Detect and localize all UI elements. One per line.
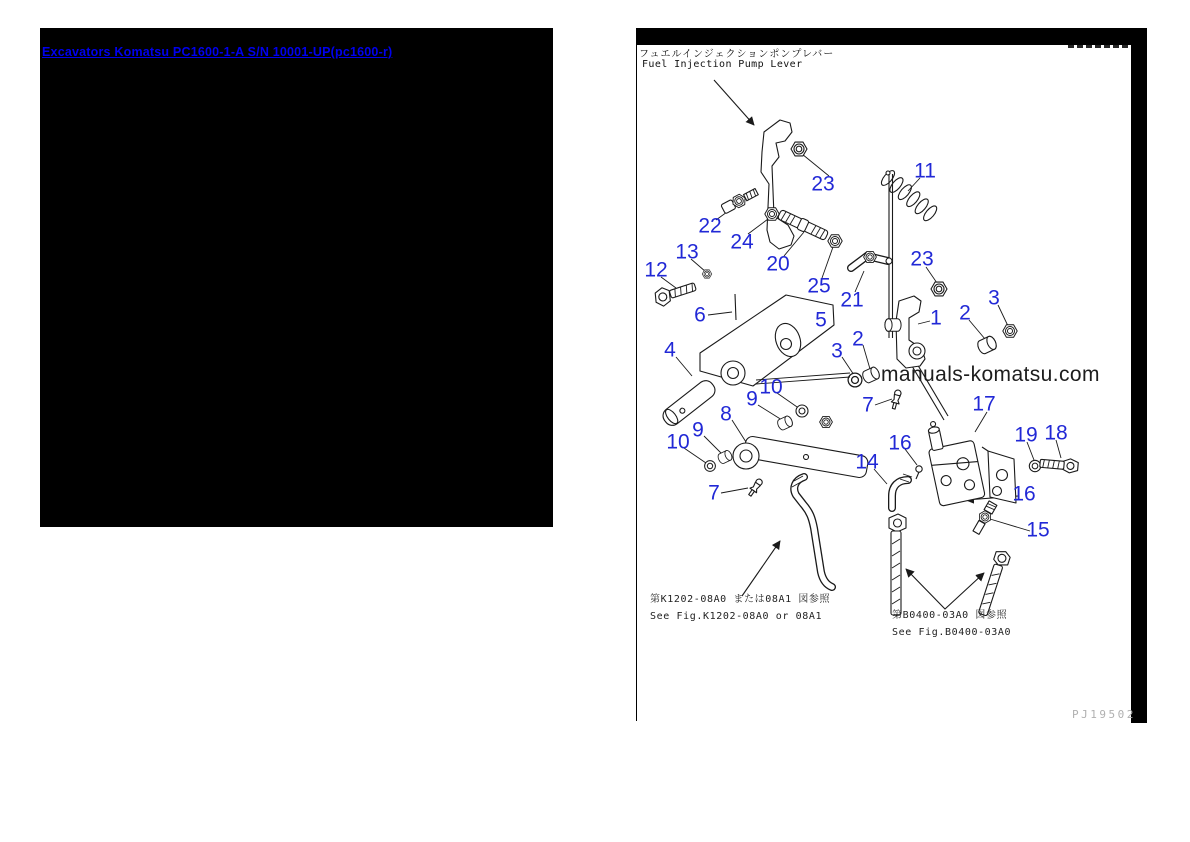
part-nut-3 xyxy=(1003,325,1017,337)
part-mounting-plate-5 xyxy=(700,294,850,386)
part-lever-1 xyxy=(885,296,925,368)
part-nut-13 xyxy=(702,270,712,278)
breadcrumb-link[interactable]: Excavators Komatsu PC1600-1-A S/N 10001-UP(pc1600-r) xyxy=(42,45,393,59)
callout-2: 2 xyxy=(852,327,864,351)
callout-9: 9 xyxy=(692,418,704,442)
caption-k1202-japanese: 第K1202-08A0 または08A1 図参照 xyxy=(650,594,831,605)
callout-12: 12 xyxy=(644,258,668,282)
callout-2: 2 xyxy=(959,301,971,325)
callout-7: 7 xyxy=(708,481,720,505)
callout-17: 17 xyxy=(972,392,996,416)
callout-9: 9 xyxy=(746,387,758,411)
part-bolt-12 xyxy=(652,278,698,308)
callout-1: 1 xyxy=(930,306,942,330)
callout-8: 8 xyxy=(720,402,732,426)
callout-23: 23 xyxy=(910,247,934,271)
part-bolt-b0400-right xyxy=(976,549,1011,617)
callout-20: 20 xyxy=(766,252,790,276)
callout-23: 23 xyxy=(811,172,835,196)
part-bent-tube xyxy=(742,476,832,596)
part-collar-2b xyxy=(861,366,881,384)
callout-25: 25 xyxy=(807,274,831,298)
callout-18: 18 xyxy=(1044,421,1068,445)
callout-24: 24 xyxy=(730,230,754,254)
callout-5: 5 xyxy=(815,308,827,332)
callout-13: 13 xyxy=(675,240,699,264)
part-collar-2 xyxy=(976,335,998,355)
part-bolt-18 xyxy=(1039,456,1078,473)
caption-b0400-japanese: 第B0400-03A0 図参照 xyxy=(892,610,1008,621)
part-elbow-fitting-21 xyxy=(851,251,892,268)
callout-22: 22 xyxy=(698,214,722,238)
part-grease-fitting-7b xyxy=(747,477,765,497)
diagram-page xyxy=(636,28,1147,723)
callout-4: 4 xyxy=(664,338,676,362)
part-washer-10 xyxy=(796,405,808,417)
part-nut-24 xyxy=(765,208,779,220)
caption-b0400-english: See Fig.B0400-03A0 xyxy=(892,626,1012,638)
title-arrow xyxy=(714,80,754,125)
figure-title-japanese: フュエルインジェクションポンプレバー xyxy=(639,49,835,60)
part-washer-10b xyxy=(705,461,716,472)
caption-k1202-english: See Fig.K1202-08A0 or 08A1 xyxy=(650,610,823,622)
part-fitting-15 xyxy=(971,500,999,536)
watermark-text: manuals-komatsu.com xyxy=(881,363,1100,386)
caption-see-fig-b0400 xyxy=(892,608,1011,641)
part-pump-lever-bracket xyxy=(761,120,794,249)
callout-19: 19 xyxy=(1014,423,1038,447)
callout-7: 7 xyxy=(862,393,874,417)
callout-21: 21 xyxy=(840,288,864,312)
callout-16: 16 xyxy=(888,431,912,455)
caption-right-arrows xyxy=(906,569,984,609)
part-bolt-b0400-left xyxy=(889,514,906,615)
part-nut-23b xyxy=(931,282,947,296)
callout-15: 15 xyxy=(1026,518,1050,542)
left-black-panel xyxy=(40,28,553,527)
part-lever-arm-8 xyxy=(733,435,869,478)
part-pin-16 xyxy=(916,466,922,479)
part-washer-19 xyxy=(1029,460,1040,471)
caption-see-fig-k1202 xyxy=(650,592,830,625)
page-code: PJ19502 xyxy=(1072,708,1136,721)
part-washer-3 xyxy=(848,373,862,387)
callout-10: 10 xyxy=(666,430,690,454)
callout-6: 6 xyxy=(694,303,706,327)
part-bushing-9 xyxy=(776,415,794,431)
part-elbow-14 xyxy=(892,474,912,508)
callout-10: 10 xyxy=(759,375,783,399)
part-pin-4 xyxy=(660,377,718,428)
part-valve-17 xyxy=(923,414,986,506)
callout-14: 14 xyxy=(855,450,879,474)
figure-title-english: Fuel Injection Pump Lever xyxy=(642,59,803,70)
part-fitting-22 xyxy=(720,186,759,214)
part-nut-23 xyxy=(791,142,807,156)
part-nut-rod-end xyxy=(820,416,833,427)
callout-3: 3 xyxy=(988,286,1000,310)
callout-3: 3 xyxy=(831,339,843,363)
part-bracket-plate xyxy=(982,447,1016,503)
callout-11: 11 xyxy=(914,159,936,183)
part-nut-25 xyxy=(828,235,842,247)
callout-16: 16 xyxy=(1012,482,1036,506)
